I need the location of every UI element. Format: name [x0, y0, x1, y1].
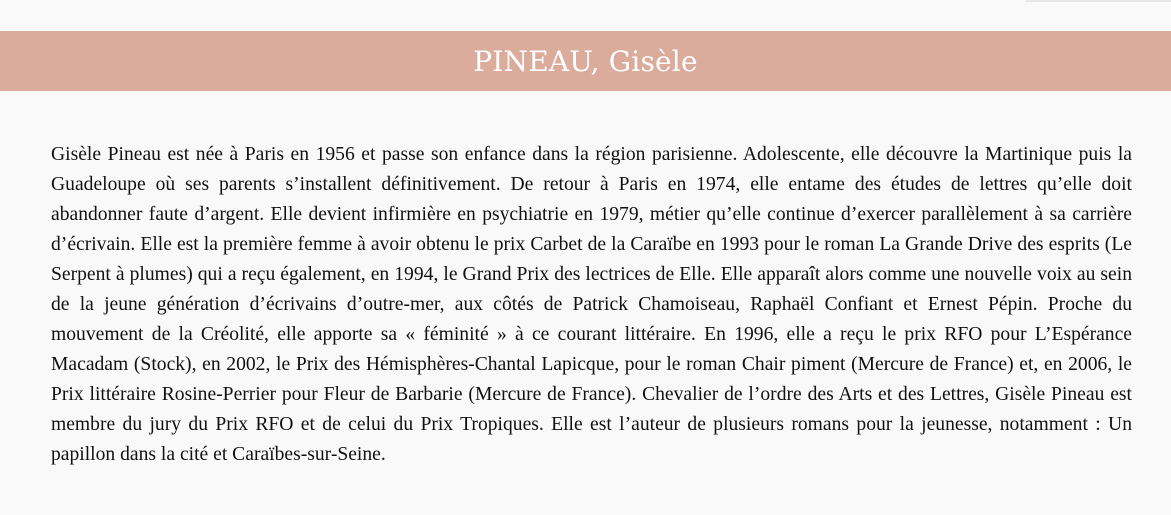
- title-banner: [0, 31, 1171, 91]
- page-title: PINEAU, Gisèle: [473, 44, 698, 78]
- biography-paragraph: Gisèle Pineau est née à Paris en 1956 et passe son enfance dans la région parisienne. Adolescente, elle découvre la Martinique puis la Guadeloupe où ses parents s’installent définitivement. De retour à Paris en 1974, elle entame des études de lettres qu’elle doit abandonner faute d’argent. Elle devient infirmière en psychiatrie en 1979, métier qu’elle continue d’exercer parallèlement à sa carrière d’écrivain. Elle est la première femme à avoir obtenu le prix Carbet de la Caraïbe en 1993 pour le roman La Grande Drive des esprits (Le Serpent à plumes) qui a reçu également, en 1994, le Grand Prix des lectrices de Elle. Elle apparaît alors comme une nouvelle voix au sein de la jeune génération d’écrivains d’outre-mer, aux côtés de Patrick Chamoiseau, Raphaël Confiant et Ernest Pépin. Proche du mouvement de la Créolité, elle apporte sa « féminité » à ce courant littéraire. En 1996, elle a reçu le prix RFO pour L’Espérance Macadam (Stock), en 2002, le Prix des Hémisphères-Chantal Lapicque, pour le roman Chair piment (Mercure de France) et, en 2006, le Prix littéraire Rosine-Perrier pour Fleur de Barbarie (Mercure de France). Chevalier de l’ordre des Arts et des Lettres, Gisèle Pineau est membre du jury du Prix RFO et de celui du Prix Tropiques. Elle est l’auteur de plusieurs romans pour la jeunesse, notamment : Un papillon dans la cité et Caraïbes-sur-Seine.: [51, 144, 1132, 465]
- top-divider-line: [1026, 0, 1171, 2]
